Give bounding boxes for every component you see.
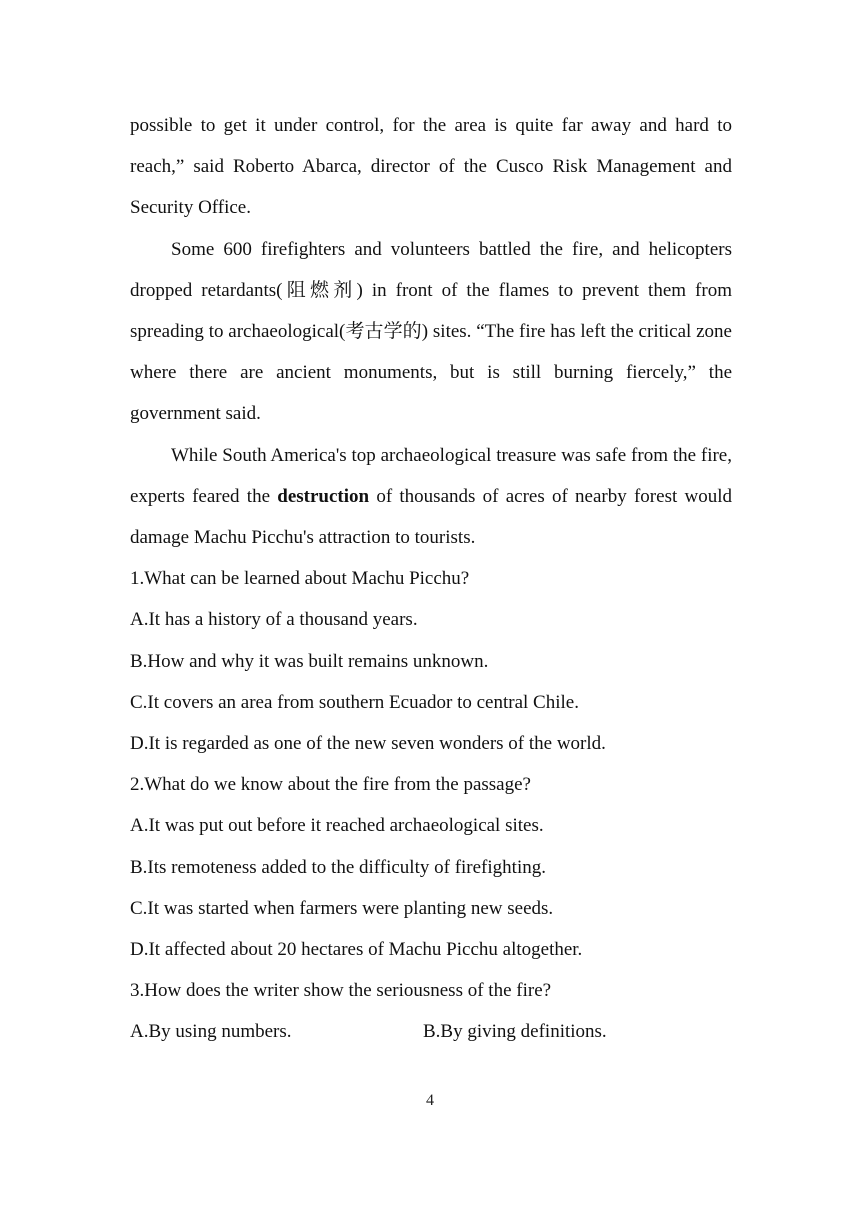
- question-2-stem: 2.What do we know about the fire from the passage?: [130, 774, 531, 796]
- document-body: [130, 105, 732, 1053]
- paragraph-firefighters: Some 600 firefighters and volunteers battled the fire, and helicopters dropped retardants(阻燃剂) in front of the flames to prevent them from spreading to archaeological(考古学的) sites. “The fire has left the critical zone where there are ancient monuments, but is still burning fiercely,” the government said.: [130, 238, 732, 425]
- paragraph-continuation: possible to get it under control, for the area is quite far away and hard to reach,” said Roberto Abarca, director of the Cusco Risk Management and Security Office.: [130, 115, 732, 219]
- question-1-option-d: D.It is regarded as one of the new seven wonders of the world.: [130, 733, 606, 755]
- question-2-option-d: D.It affected about 20 hectares of Machu Picchu altogether.: [130, 939, 583, 961]
- question-2-option-c: C.It was started when farmers were planting new seeds.: [130, 897, 554, 919]
- question-1-option-b: B.How and why it was built remains unknown.: [130, 650, 489, 672]
- paragraph-destruction-text-before: While South America's top archaeological treasure was safe from the fire, experts feared the: [130, 444, 732, 507]
- question-3-option-b: B.By giving definitions.: [423, 1021, 607, 1043]
- paragraph-destruction: [130, 435, 732, 559]
- question-3-option-a: A.By using numbers.: [130, 1021, 292, 1043]
- question-3-options-row: [130, 1011, 732, 1052]
- question-1-stem: 1.What can be learned about Machu Picchu?: [130, 568, 470, 590]
- question-2-option-b: B.Its remoteness added to the difficulty of firefighting.: [130, 856, 546, 878]
- question-1-option-a: A.It has a history of a thousand years.: [130, 609, 418, 631]
- question-1-option-c: C.It covers an area from southern Ecuador to central Chile.: [130, 691, 579, 713]
- bold-word-destruction: destruction: [277, 485, 370, 507]
- page-number: 4: [426, 1092, 434, 1109]
- question-2-option-a: A.It was put out before it reached archaeological sites.: [130, 815, 544, 837]
- paragraph-destruction-text-after: of thousands of acres of nearby forest would damage Machu Picchu's attraction to tourists.: [130, 485, 732, 549]
- question-3-stem: 3.How does the writer show the seriousness of the fire?: [130, 980, 552, 1002]
